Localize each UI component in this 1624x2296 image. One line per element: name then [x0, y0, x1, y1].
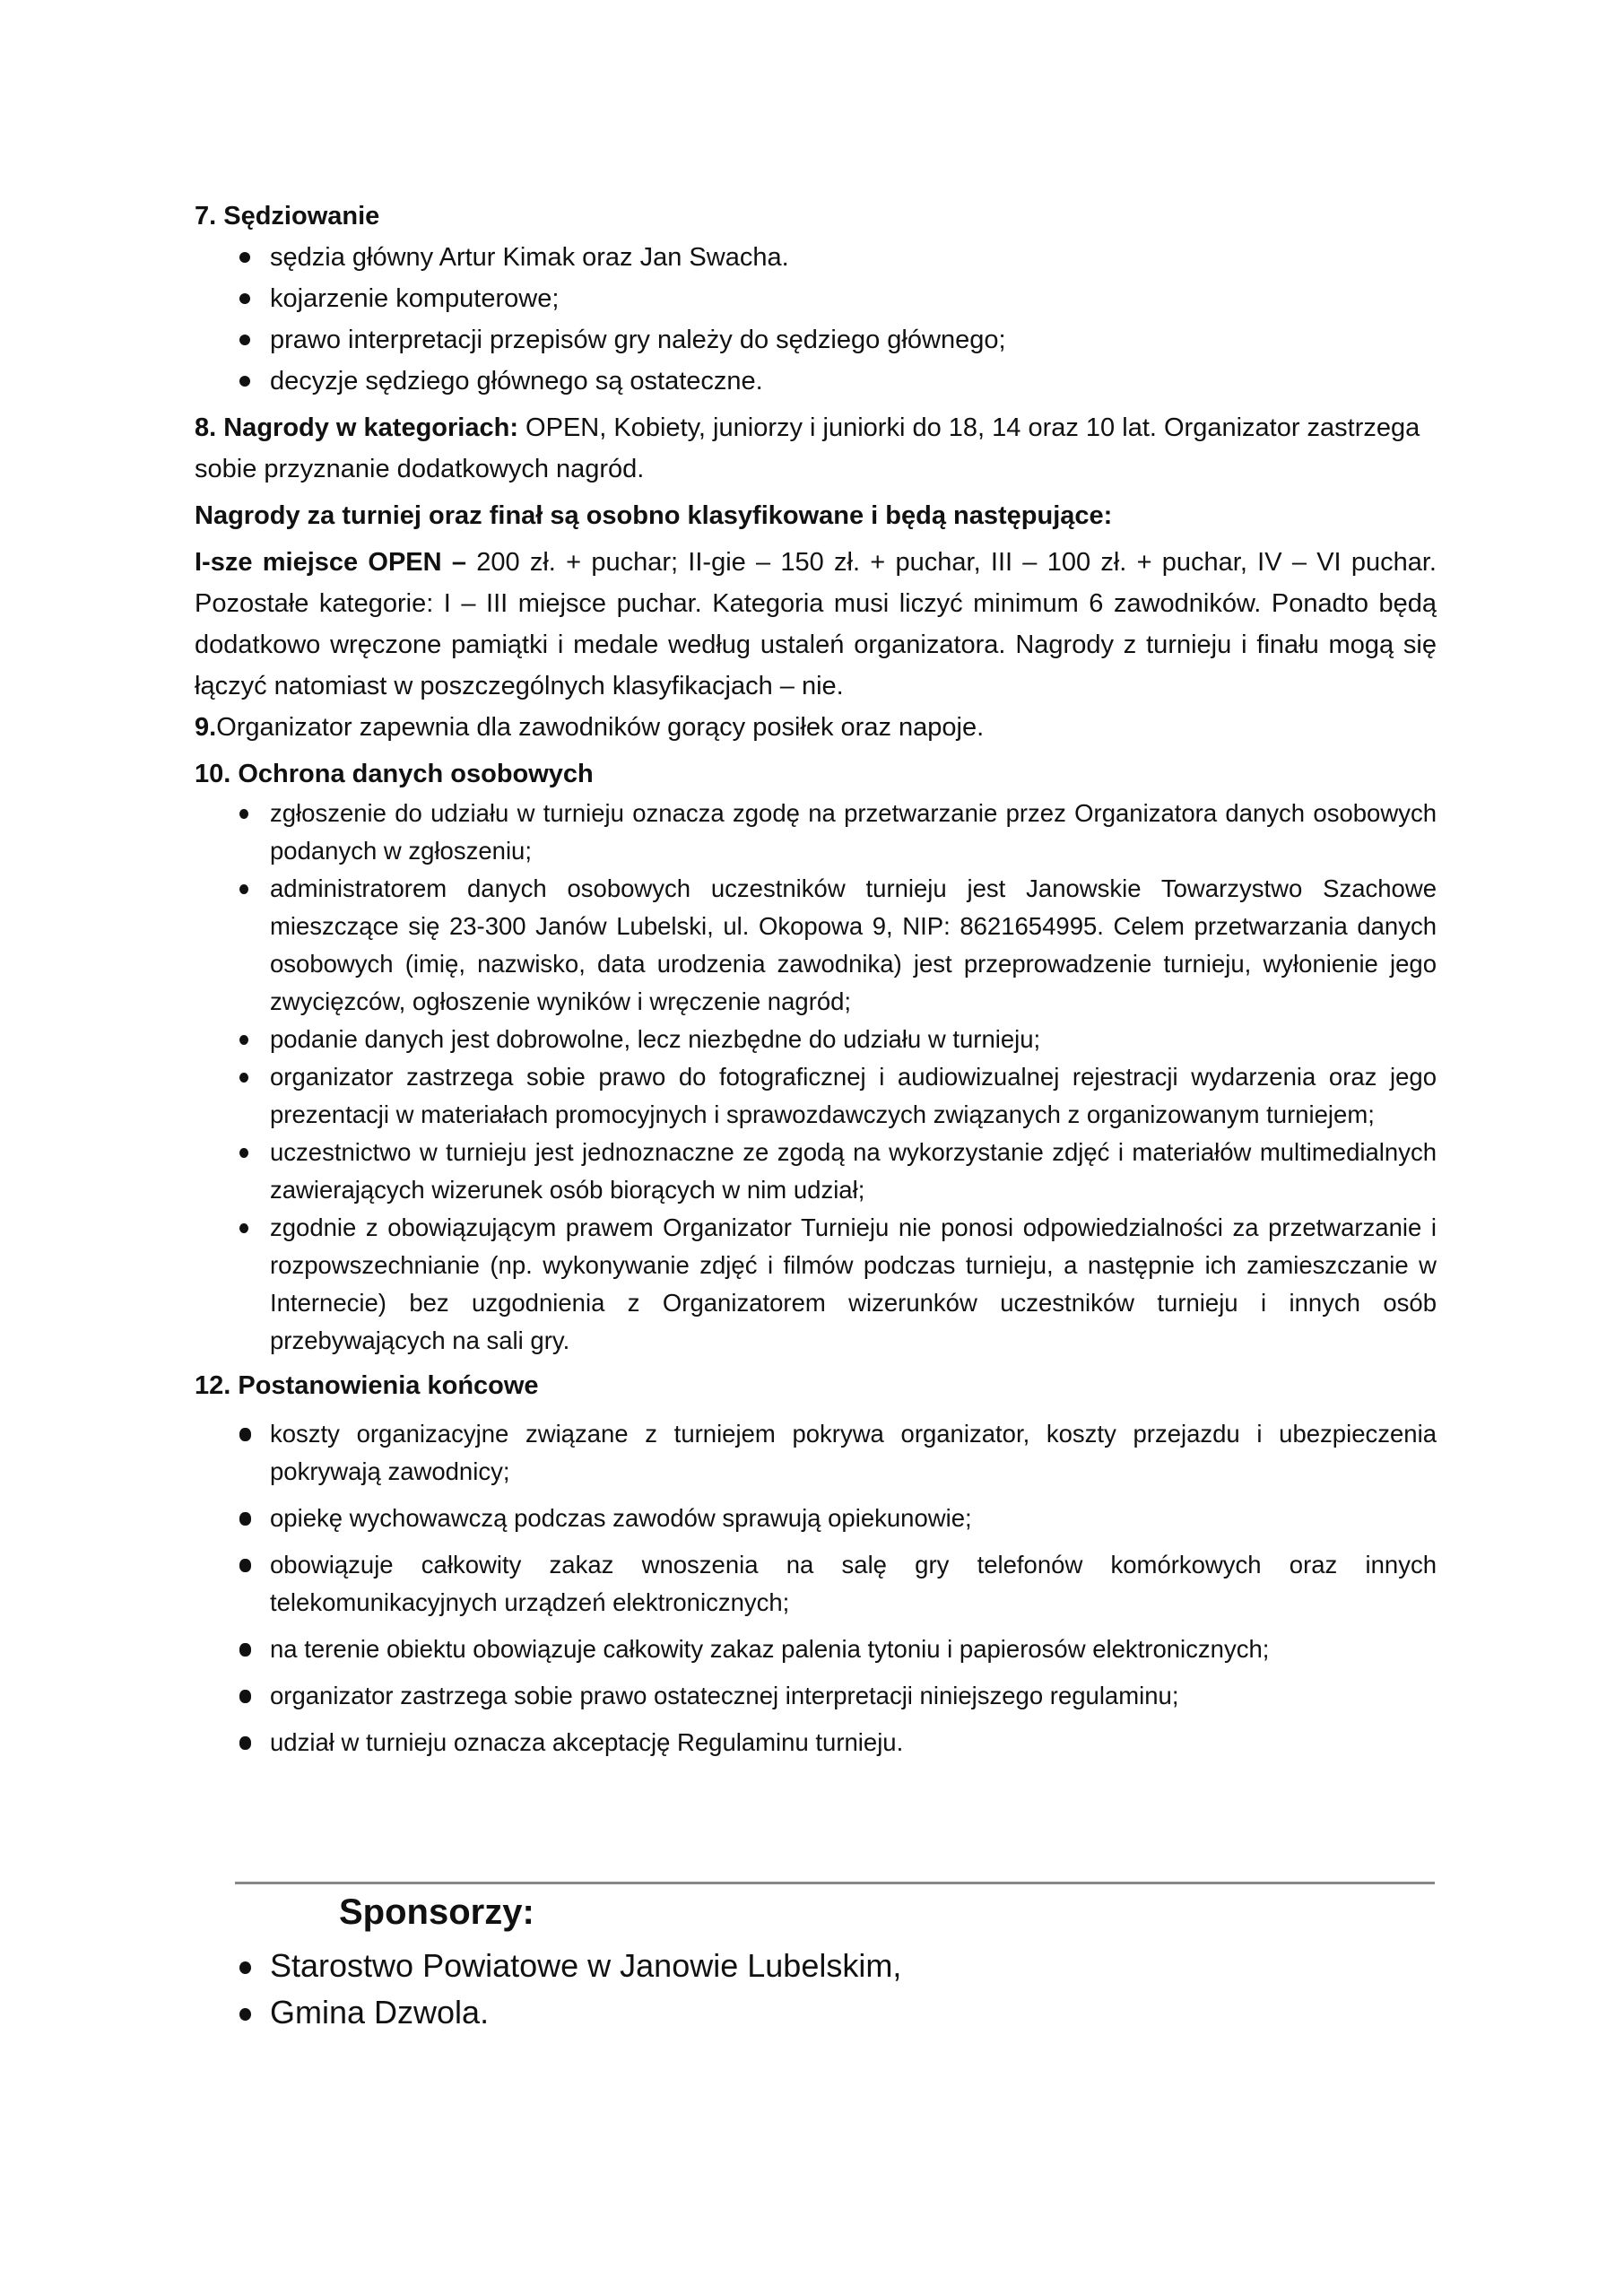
section-8-heading: 8. Nagrody w kategoriach: — [195, 413, 518, 442]
bullet-icon — [239, 1643, 251, 1657]
bullet-icon — [239, 1035, 248, 1045]
bullet-icon — [239, 376, 250, 387]
bullet-icon — [239, 335, 250, 345]
bullet-icon — [239, 1961, 251, 1974]
list-item: decyzje sędziego głównego są ostateczne. — [195, 361, 1437, 402]
section-7-heading: 7. Sędziowanie — [195, 202, 380, 230]
bullet-icon — [239, 2008, 251, 2021]
bullet-icon — [239, 1073, 248, 1083]
prizes-subheading: Nagrody za turniej oraz finał są osobno klasyfikowane i będą następujące: — [195, 501, 1113, 530]
bullet-icon — [239, 1559, 251, 1572]
bullet-icon — [239, 1148, 248, 1158]
list-item: na terenie obiektu obowiązuje całkowity zakaz palenia tytoniu i papierosów elektronicznych; — [195, 1631, 1437, 1668]
section-12-list — [195, 1415, 1437, 1761]
list-item: organizator zastrzega sobie prawo ostatecznej interpretacji niniejszego regulaminu; — [195, 1677, 1437, 1715]
bullet-icon — [239, 293, 250, 304]
section-7-list — [195, 237, 1437, 402]
list-item: zgodnie z obowiązującym prawem Organizator Turnieju nie ponosi odpowiedzialności za przetwarzanie i rozpowszechnianie (np. wykonywanie zdjęć i filmów podczas turnieju, a następnie ich zamieszczanie w Internecie) bez uzgodnienia z Organizatorem wizerunków uczestników turnieju i innych osób przebywających na sali gry. — [195, 1209, 1437, 1360]
bullet-icon — [239, 884, 248, 894]
bullet-icon — [239, 1690, 251, 1703]
bullet-icon — [239, 252, 250, 263]
list-item: kojarzenie komputerowe; — [195, 278, 1437, 319]
bullet-icon — [239, 1428, 251, 1441]
list-item: opiekę wychowawczą podczas zawodów sprawują opiekunowie; — [195, 1500, 1437, 1537]
list-item: Gmina Dzwola. — [195, 1989, 1360, 2036]
list-item: prawo interpretacji przepisów gry należy do sędziego głównego; — [195, 319, 1437, 361]
document-page — [195, 196, 1437, 1770]
list-item: obowiązuje całkowity zakaz wnoszenia na salę gry telefonów komórkowych oraz innych telekomunikacyjnych urządzeń elektronicznych; — [195, 1546, 1437, 1622]
list-item: sędzia główny Artur Kimak oraz Jan Swacha. — [195, 237, 1437, 278]
list-item: zgłoszenie do udziału w turnieju oznacza zgodę na przetwarzanie przez Organizatora danych osobowych podanych w zgłoszeniu; — [195, 795, 1437, 870]
list-item: udział w turnieju oznacza akceptację Regulaminu turnieju. — [195, 1724, 1437, 1761]
list-item: uczestnictwo w turnieju jest jednoznaczne ze zgodą na wykorzystanie zdjęć i materiałów multimedialnych zawierających wizerunek osób biorących w nim udział; — [195, 1134, 1437, 1209]
section-8-paragraph: 8. Nagrody w kategoriach: OPEN, Kobiety, juniorzy i juniorki do 18, 14 oraz 10 lat. Organizator zastrzega sobie przyznanie dodatkowych nagród. — [195, 413, 1420, 483]
bullet-icon — [239, 1736, 251, 1750]
bullet-icon — [239, 1512, 251, 1526]
bullet-icon — [239, 809, 248, 819]
horizontal-divider — [235, 1882, 1435, 1884]
list-item: organizator zastrzega sobie prawo do fotograficznej i audiowizualnej rejestracji wydarzenia oraz jego prezentacji w materiałach promocyjnych i sprawozdawczych związanych z organizowanym turniejem; — [195, 1058, 1437, 1134]
prizes-paragraph: I-sze miejsce OPEN – 200 zł. + puchar; II-gie – 150 zł. + puchar, III – 100 zł. + puchar, IV – VI puchar. Pozostałe kategorie: I – III miejsce puchar. Kategoria musi liczyć minimum 6 zawodników. Ponadto będą dodatkowo wręczone pamiątki i medale według ustaleń organizatora. Nagrody z turnieju i finału mogą się łączyć natomiast w poszczególnych klasyfikacjach – nie. — [195, 548, 1437, 700]
sponsors-list — [195, 1943, 1360, 2036]
sponsors-heading: Sponsorzy: — [339, 1892, 534, 1932]
bullet-icon — [239, 1223, 248, 1233]
list-item: podanie danych jest dobrowolne, lecz niezbędne do udziału w turnieju; — [195, 1021, 1437, 1058]
section-10-heading: 10. Ochrona danych osobowych — [195, 760, 594, 788]
section-12-heading: 12. Postanowienia końcowe — [195, 1371, 539, 1400]
list-item: Starostwo Powiatowe w Janowie Lubelskim, — [195, 1943, 1360, 1989]
section-9-paragraph: 9.Organizator zapewnia dla zawodników gorący posiłek oraz napoje. — [195, 713, 985, 742]
list-item: administratorem danych osobowych uczestników turnieju jest Janowskie Towarzystwo Szachowe mieszczące się 23-300 Janów Lubelski, ul. Okopowa 9, NIP: 8621654995. Celem przetwarzania danych osobowych (imię, nazwisko, data urodzenia zawodnika) jest przeprowadzenie turnieju, wyłonienie jego zwycięzców, ogłoszenie wyników i wręczenie nagród; — [195, 870, 1437, 1021]
list-item: koszty organizacyjne związane z turniejem pokrywa organizator, koszty przejazdu i ubezpieczenia pokrywają zawodnicy; — [195, 1415, 1437, 1491]
section-10-list — [195, 795, 1437, 1360]
